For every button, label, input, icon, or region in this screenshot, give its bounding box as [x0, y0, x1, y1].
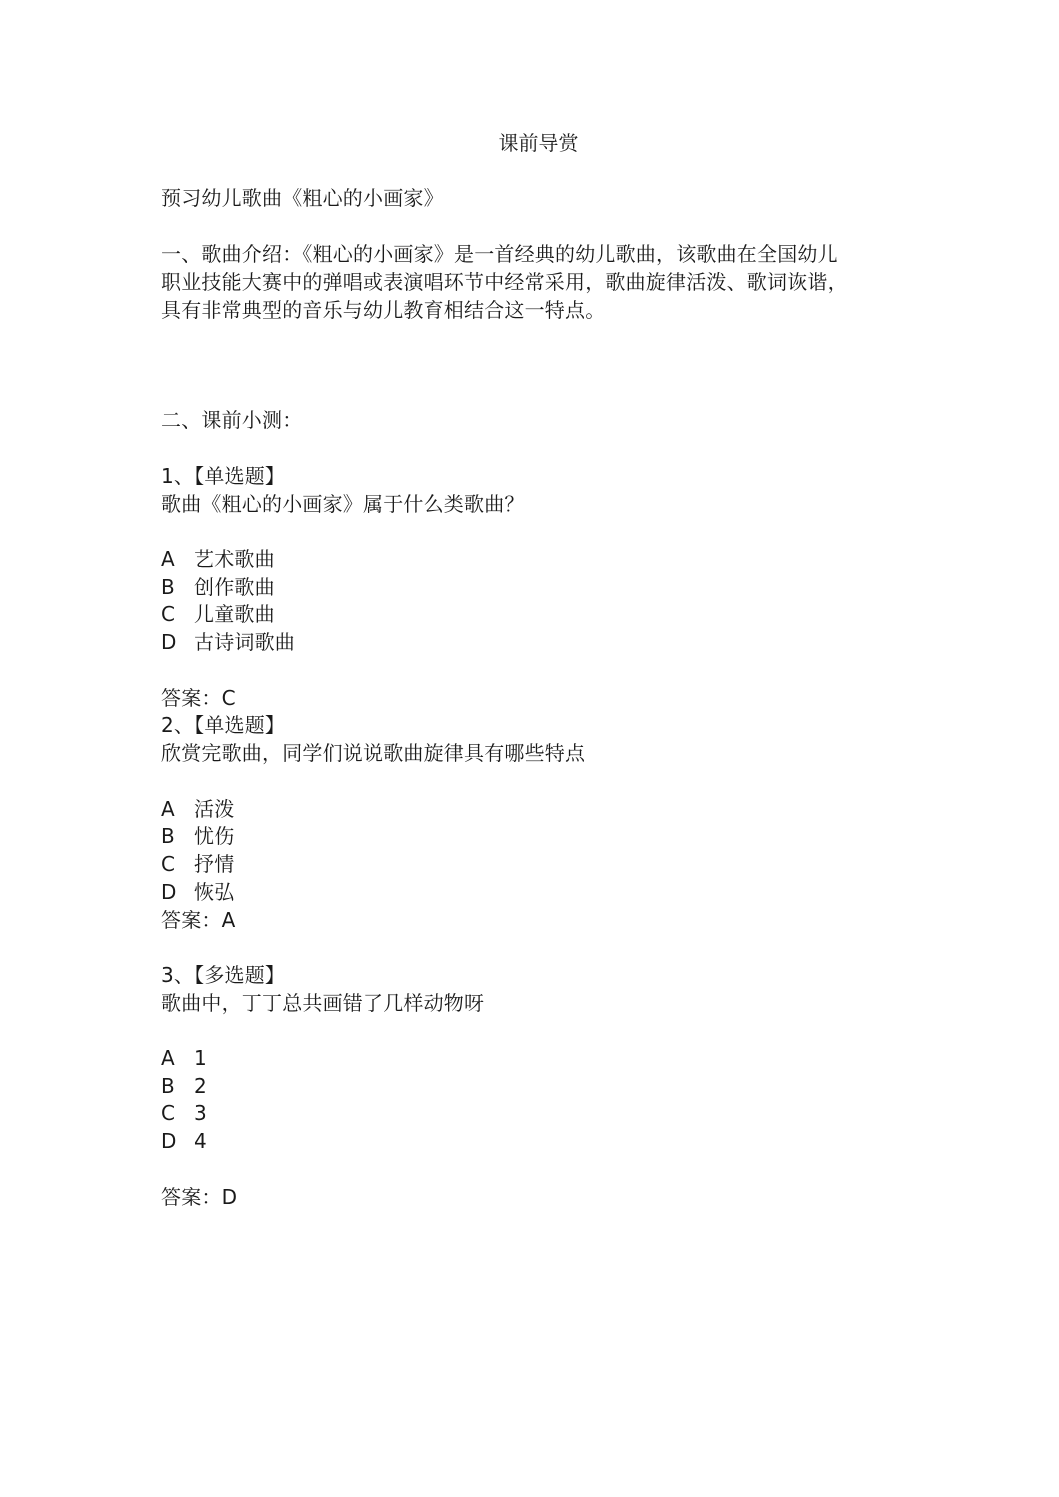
question-2-stem: 欣赏完歌曲，同学们说说歌曲旋律具有哪些特点	[161, 741, 586, 765]
intro-line: 一、歌曲介绍：《粗心的小画家》是一首经典的幼儿歌曲，该歌曲在全国幼儿	[161, 242, 838, 266]
option-text: 抒情	[194, 852, 235, 876]
option-text: 创作歌曲	[194, 575, 275, 599]
question-3-stem: 歌曲中，丁丁总共画错了几样动物呀	[161, 991, 485, 1015]
option-letter: D	[161, 880, 177, 904]
option-text: 古诗词歌曲	[194, 630, 295, 654]
option-text: 儿童歌曲	[194, 602, 275, 626]
question-2-option-c	[161, 850, 234, 878]
question-3-option-d	[161, 1127, 207, 1155]
option-text: 2	[194, 1074, 207, 1098]
intro-line: 职业技能大赛中的弹唱或表演唱环节中经常采用，歌曲旋律活泼、歌词诙谐，	[161, 270, 848, 294]
option-letter: A	[161, 1046, 175, 1070]
option-text: 3	[194, 1101, 207, 1125]
option-letter: D	[161, 1129, 177, 1153]
question-1-option-b	[161, 573, 275, 601]
question-2-answer: 答案：A	[161, 908, 236, 932]
question-2-option-a	[161, 795, 234, 823]
option-letter: C	[161, 602, 176, 626]
option-text: 艺术歌曲	[194, 547, 275, 571]
question-1-option-d	[161, 628, 295, 656]
question-2-option-d	[161, 878, 234, 906]
question-3-type: 3、【多选题】	[161, 963, 286, 987]
question-1-type: 1、【单选题】	[161, 464, 286, 488]
question-1-option-c	[161, 600, 275, 628]
option-letter: D	[161, 630, 177, 654]
option-letter: B	[161, 575, 175, 599]
option-letter: A	[161, 547, 175, 571]
document-title: 课前导赏	[498, 131, 579, 155]
question-2-option-b	[161, 822, 234, 850]
question-1-stem: 歌曲《粗心的小画家》属于什么类歌曲？	[161, 492, 525, 516]
option-letter: A	[161, 797, 175, 821]
question-1-option-a	[161, 545, 275, 573]
quiz-heading: 二、课前小测：	[161, 408, 303, 432]
option-letter: B	[161, 1074, 175, 1098]
option-text: 活泼	[194, 797, 235, 821]
question-3-option-b	[161, 1072, 207, 1100]
question-2-type: 2、【单选题】	[161, 713, 286, 737]
option-text: 1	[194, 1046, 207, 1070]
option-text: 忧伤	[194, 824, 235, 848]
option-text: 4	[194, 1129, 207, 1153]
intro-line: 具有非常典型的音乐与幼儿教育相结合这一特点。	[161, 298, 606, 322]
option-letter: B	[161, 824, 175, 848]
option-text: 恢弘	[194, 880, 235, 904]
option-letter: C	[161, 852, 176, 876]
question-3-option-a	[161, 1044, 207, 1072]
question-1-answer: 答案：C	[161, 686, 236, 710]
song-intro	[161, 240, 901, 324]
question-3-answer: 答案：D	[161, 1185, 238, 1209]
preview-line: 预习幼儿歌曲《粗心的小画家》	[161, 186, 444, 210]
question-3-option-c	[161, 1099, 207, 1127]
option-letter: C	[161, 1101, 176, 1125]
